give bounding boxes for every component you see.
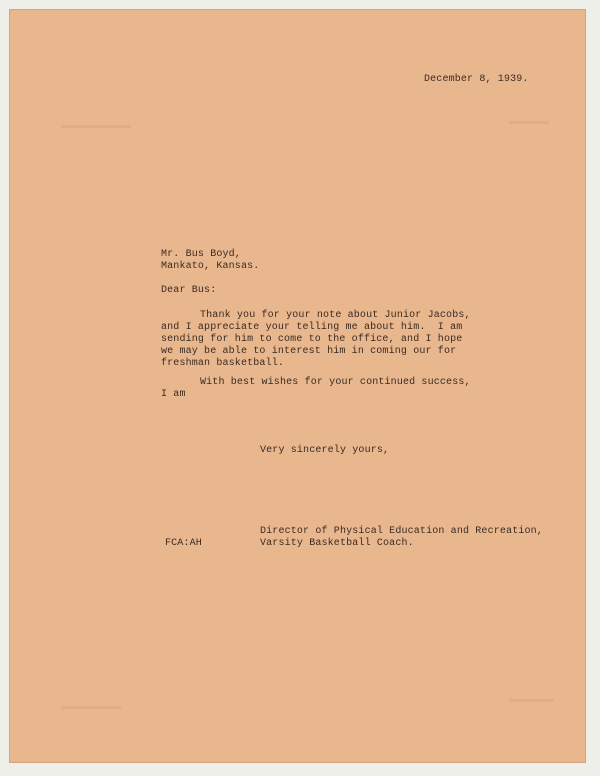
body-line: we may be able to interest him in coming our for (161, 346, 457, 357)
bleed-through-mark (61, 706, 121, 709)
body-line: and I appreciate your telling me about him. I am (161, 322, 463, 333)
closing: Very sincerely yours, (260, 445, 390, 456)
body-line: I am (161, 389, 186, 400)
body-line: Thank you for your note about Junior Jacobs, (200, 310, 471, 321)
recipient-city: Mankato, Kansas. (161, 261, 260, 272)
reference-initials: FCA:AH (165, 538, 202, 549)
salutation: Dear Bus: (161, 285, 217, 296)
bleed-through-mark (61, 125, 131, 128)
letter-date: December 8, 1939. (424, 74, 529, 85)
bleed-through-mark (509, 699, 554, 702)
body-line: sending for him to come to the office, and I hope (161, 334, 463, 345)
bleed-through-mark (509, 121, 549, 124)
body-line: With best wishes for your continued success, (200, 377, 471, 388)
body-line: freshman basketball. (161, 358, 285, 369)
signature-title: Varsity Basketball Coach. (260, 538, 414, 549)
recipient-name: Mr. Bus Boyd, (161, 249, 241, 260)
signature-title: Director of Physical Education and Recreation, (260, 526, 543, 537)
letter-page (9, 9, 586, 763)
